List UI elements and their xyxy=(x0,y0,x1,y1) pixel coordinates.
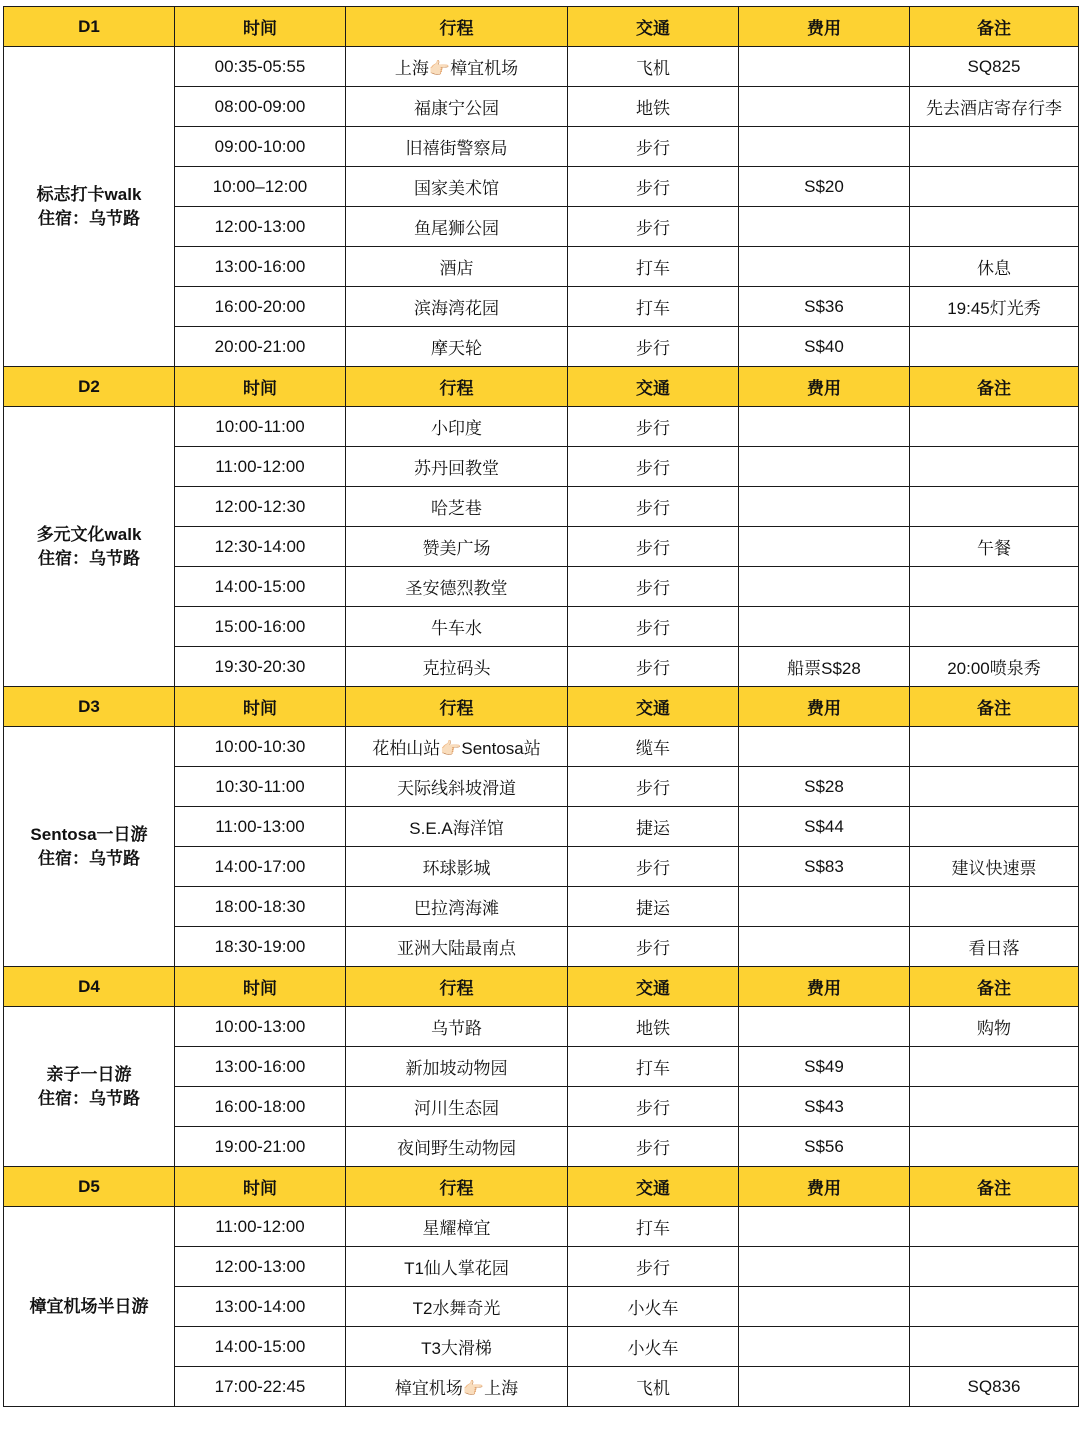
place-cell: 上海👉🏻樟宜机场 xyxy=(346,47,568,87)
note-cell xyxy=(910,167,1079,207)
note-cell xyxy=(910,887,1079,927)
note-cell xyxy=(910,207,1079,247)
time-cell: 11:00-13:00 xyxy=(175,807,346,847)
cost-cell: S$83 xyxy=(739,847,910,887)
transport-cell: 步行 xyxy=(568,1247,739,1287)
note-cell: 建议快速票 xyxy=(910,847,1079,887)
day-summary xyxy=(4,727,175,967)
transport-cell: 步行 xyxy=(568,527,739,567)
header-cost: 费用 xyxy=(739,967,910,1007)
time-cell: 08:00-09:00 xyxy=(175,87,346,127)
cost-cell: 船票S$28 xyxy=(739,647,910,687)
day-header-row xyxy=(4,967,1079,1007)
day-accommodation: 住宿：乌节路 xyxy=(38,1088,140,1108)
cost-cell xyxy=(739,1327,910,1367)
header-cost: 费用 xyxy=(739,367,910,407)
note-cell: 休息 xyxy=(910,247,1079,287)
note-cell xyxy=(910,447,1079,487)
note-cell xyxy=(910,407,1079,447)
day-theme: 标志打卡walk xyxy=(36,184,142,204)
note-cell: 先去酒店寄存行李 xyxy=(910,87,1079,127)
transport-cell: 打车 xyxy=(568,247,739,287)
place-cell: 亚洲大陆最南点 xyxy=(346,927,568,967)
transport-cell: 飞机 xyxy=(568,1367,739,1407)
transport-cell: 步行 xyxy=(568,327,739,367)
cost-cell xyxy=(739,727,910,767)
cost-cell xyxy=(739,927,910,967)
transport-cell: 打车 xyxy=(568,1047,739,1087)
place-cell: 圣安德烈教堂 xyxy=(346,567,568,607)
day-label: D4 xyxy=(4,967,175,1007)
time-cell: 16:00-20:00 xyxy=(175,287,346,327)
transport-cell: 捷运 xyxy=(568,887,739,927)
note-cell xyxy=(910,1087,1079,1127)
transport-cell: 打车 xyxy=(568,287,739,327)
note-cell: 购物 xyxy=(910,1007,1079,1047)
transport-cell: 缆车 xyxy=(568,727,739,767)
place-cell: 赞美广场 xyxy=(346,527,568,567)
time-cell: 10:00-13:00 xyxy=(175,1007,346,1047)
time-cell: 12:00-13:00 xyxy=(175,207,346,247)
note-cell xyxy=(910,1287,1079,1327)
cost-cell: S$28 xyxy=(739,767,910,807)
table-row xyxy=(4,1007,1079,1047)
cost-cell xyxy=(739,87,910,127)
note-cell xyxy=(910,567,1079,607)
cost-cell xyxy=(739,407,910,447)
place-cell: 星耀樟宜 xyxy=(346,1207,568,1247)
cost-cell xyxy=(739,247,910,287)
transport-cell: 步行 xyxy=(568,607,739,647)
transport-cell: 地铁 xyxy=(568,1007,739,1047)
place-cell: 苏丹回教堂 xyxy=(346,447,568,487)
table-row xyxy=(4,47,1079,87)
transport-cell: 步行 xyxy=(568,487,739,527)
transport-cell: 步行 xyxy=(568,1087,739,1127)
time-cell: 10:30-11:00 xyxy=(175,767,346,807)
header-place: 行程 xyxy=(346,687,568,727)
day-header-row xyxy=(4,7,1079,47)
header-note: 备注 xyxy=(910,367,1079,407)
note-cell xyxy=(910,1247,1079,1287)
transport-cell: 步行 xyxy=(568,927,739,967)
day-theme: 樟宜机场半日游 xyxy=(29,1296,149,1316)
cost-cell xyxy=(739,487,910,527)
place-cell: 河川生态园 xyxy=(346,1087,568,1127)
note-cell: 20:00喷泉秀 xyxy=(910,647,1079,687)
day-summary xyxy=(4,407,175,687)
note-cell xyxy=(910,767,1079,807)
transport-cell: 步行 xyxy=(568,407,739,447)
time-cell: 13:00-14:00 xyxy=(175,1287,346,1327)
time-cell: 12:00-12:30 xyxy=(175,487,346,527)
time-cell: 13:00-16:00 xyxy=(175,1047,346,1087)
cost-cell: S$20 xyxy=(739,167,910,207)
cost-cell xyxy=(739,1247,910,1287)
cost-cell xyxy=(739,1007,910,1047)
time-cell: 19:00-21:00 xyxy=(175,1127,346,1167)
transport-cell: 捷运 xyxy=(568,807,739,847)
time-cell: 20:00-21:00 xyxy=(175,327,346,367)
place-cell: 旧禧街警察局 xyxy=(346,127,568,167)
header-transport: 交通 xyxy=(568,1167,739,1207)
day-label: D2 xyxy=(4,367,175,407)
note-cell xyxy=(910,1047,1079,1087)
cost-cell xyxy=(739,127,910,167)
place-cell: 滨海湾花园 xyxy=(346,287,568,327)
note-cell: SQ825 xyxy=(910,47,1079,87)
time-cell: 14:00-17:00 xyxy=(175,847,346,887)
time-cell: 10:00–12:00 xyxy=(175,167,346,207)
day-header-row xyxy=(4,367,1079,407)
header-place: 行程 xyxy=(346,367,568,407)
header-cost: 费用 xyxy=(739,1167,910,1207)
place-cell: 牛车水 xyxy=(346,607,568,647)
transport-cell: 飞机 xyxy=(568,47,739,87)
cost-cell xyxy=(739,887,910,927)
place-cell: 摩天轮 xyxy=(346,327,568,367)
transport-cell: 小火车 xyxy=(568,1327,739,1367)
place-cell: 国家美术馆 xyxy=(346,167,568,207)
header-note: 备注 xyxy=(910,7,1079,47)
header-transport: 交通 xyxy=(568,367,739,407)
header-note: 备注 xyxy=(910,1167,1079,1207)
place-cell: T3大滑梯 xyxy=(346,1327,568,1367)
cost-cell: S$56 xyxy=(739,1127,910,1167)
note-cell xyxy=(910,487,1079,527)
transport-cell: 地铁 xyxy=(568,87,739,127)
header-place: 行程 xyxy=(346,1167,568,1207)
cost-cell: S$44 xyxy=(739,807,910,847)
time-cell: 17:00-22:45 xyxy=(175,1367,346,1407)
header-time: 时间 xyxy=(175,367,346,407)
table-row xyxy=(4,1207,1079,1247)
table-row xyxy=(4,727,1079,767)
day-summary xyxy=(4,1207,175,1407)
transport-cell: 步行 xyxy=(568,1127,739,1167)
day-theme: 多元文化walk xyxy=(36,524,142,544)
header-time: 时间 xyxy=(175,967,346,1007)
day-summary xyxy=(4,1007,175,1167)
place-cell: 福康宁公园 xyxy=(346,87,568,127)
transport-cell: 步行 xyxy=(568,207,739,247)
header-transport: 交通 xyxy=(568,7,739,47)
place-cell: 酒店 xyxy=(346,247,568,287)
time-cell: 11:00-12:00 xyxy=(175,1207,346,1247)
table-row xyxy=(4,407,1079,447)
time-cell: 15:00-16:00 xyxy=(175,607,346,647)
note-cell xyxy=(910,727,1079,767)
transport-cell: 步行 xyxy=(568,647,739,687)
note-cell xyxy=(910,1327,1079,1367)
header-cost: 费用 xyxy=(739,7,910,47)
cost-cell xyxy=(739,1367,910,1407)
cost-cell: S$43 xyxy=(739,1087,910,1127)
note-cell: 看日落 xyxy=(910,927,1079,967)
note-cell xyxy=(910,327,1079,367)
note-cell xyxy=(910,607,1079,647)
place-cell: S.E.A海洋馆 xyxy=(346,807,568,847)
header-transport: 交通 xyxy=(568,967,739,1007)
place-cell: 克拉码头 xyxy=(346,647,568,687)
note-cell xyxy=(910,127,1079,167)
cost-cell: S$36 xyxy=(739,287,910,327)
note-cell xyxy=(910,1127,1079,1167)
header-time: 时间 xyxy=(175,7,346,47)
header-place: 行程 xyxy=(346,967,568,1007)
itinerary-table xyxy=(3,6,1079,1407)
note-cell: SQ836 xyxy=(910,1367,1079,1407)
transport-cell: 步行 xyxy=(568,767,739,807)
header-note: 备注 xyxy=(910,687,1079,727)
note-cell xyxy=(910,1207,1079,1247)
transport-cell: 步行 xyxy=(568,447,739,487)
header-time: 时间 xyxy=(175,1167,346,1207)
day-label: D1 xyxy=(4,7,175,47)
cost-cell xyxy=(739,1287,910,1327)
place-cell: T2水舞奇光 xyxy=(346,1287,568,1327)
day-accommodation: 住宿：乌节路 xyxy=(38,548,140,568)
time-cell: 19:30-20:30 xyxy=(175,647,346,687)
header-place: 行程 xyxy=(346,7,568,47)
time-cell: 14:00-15:00 xyxy=(175,1327,346,1367)
time-cell: 12:30-14:00 xyxy=(175,527,346,567)
place-cell: 樟宜机场👉🏻上海 xyxy=(346,1367,568,1407)
cost-cell: S$49 xyxy=(739,1047,910,1087)
day-label: D3 xyxy=(4,687,175,727)
transport-cell: 步行 xyxy=(568,167,739,207)
time-cell: 13:00-16:00 xyxy=(175,247,346,287)
note-cell xyxy=(910,807,1079,847)
header-note: 备注 xyxy=(910,967,1079,1007)
place-cell: 新加坡动物园 xyxy=(346,1047,568,1087)
place-cell: 花柏山站👉🏻Sentosa站 xyxy=(346,727,568,767)
day-theme: Sentosa一日游 xyxy=(30,824,148,844)
time-cell: 09:00-10:00 xyxy=(175,127,346,167)
transport-cell: 步行 xyxy=(568,127,739,167)
day-accommodation: 住宿：乌节路 xyxy=(38,848,140,868)
header-transport: 交通 xyxy=(568,687,739,727)
time-cell: 10:00-11:00 xyxy=(175,407,346,447)
place-cell: 乌节路 xyxy=(346,1007,568,1047)
note-cell: 午餐 xyxy=(910,527,1079,567)
day-theme: 亲子一日游 xyxy=(46,1064,132,1084)
cost-cell xyxy=(739,207,910,247)
place-cell: T1仙人掌花园 xyxy=(346,1247,568,1287)
place-cell: 环球影城 xyxy=(346,847,568,887)
transport-cell: 步行 xyxy=(568,567,739,607)
day-label: D5 xyxy=(4,1167,175,1207)
time-cell: 12:00-13:00 xyxy=(175,1247,346,1287)
cost-cell xyxy=(739,447,910,487)
header-cost: 费用 xyxy=(739,687,910,727)
transport-cell: 步行 xyxy=(568,847,739,887)
cost-cell xyxy=(739,607,910,647)
time-cell: 00:35-05:55 xyxy=(175,47,346,87)
time-cell: 18:30-19:00 xyxy=(175,927,346,967)
place-cell: 天际线斜坡滑道 xyxy=(346,767,568,807)
place-cell: 夜间野生动物园 xyxy=(346,1127,568,1167)
time-cell: 18:00-18:30 xyxy=(175,887,346,927)
place-cell: 小印度 xyxy=(346,407,568,447)
time-cell: 11:00-12:00 xyxy=(175,447,346,487)
transport-cell: 小火车 xyxy=(568,1287,739,1327)
transport-cell: 打车 xyxy=(568,1207,739,1247)
cost-cell xyxy=(739,527,910,567)
time-cell: 16:00-18:00 xyxy=(175,1087,346,1127)
place-cell: 哈芝巷 xyxy=(346,487,568,527)
place-cell: 巴拉湾海滩 xyxy=(346,887,568,927)
cost-cell xyxy=(739,567,910,607)
header-time: 时间 xyxy=(175,687,346,727)
cost-cell xyxy=(739,1207,910,1247)
day-accommodation: 住宿：乌节路 xyxy=(38,208,140,228)
day-summary xyxy=(4,47,175,367)
cost-cell: S$40 xyxy=(739,327,910,367)
time-cell: 14:00-15:00 xyxy=(175,567,346,607)
note-cell: 19:45灯光秀 xyxy=(910,287,1079,327)
cost-cell xyxy=(739,47,910,87)
day-header-row xyxy=(4,1167,1079,1207)
place-cell: 鱼尾狮公园 xyxy=(346,207,568,247)
day-header-row xyxy=(4,687,1079,727)
time-cell: 10:00-10:30 xyxy=(175,727,346,767)
